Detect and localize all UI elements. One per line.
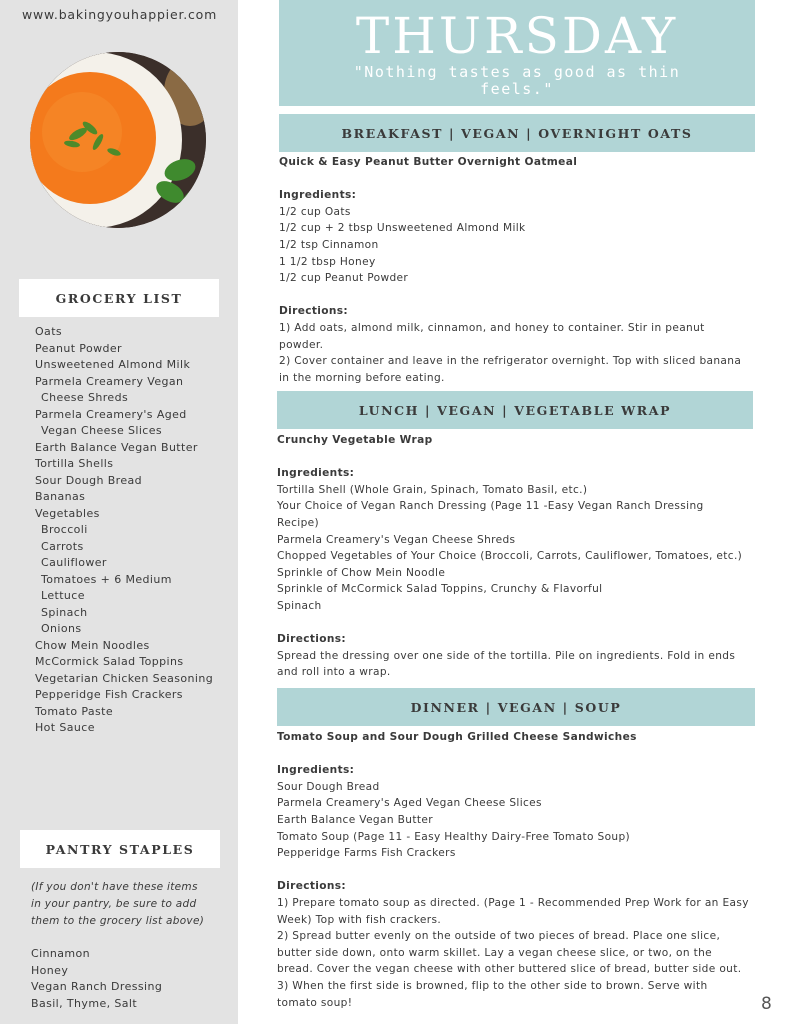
list-item: Hot Sauce: [35, 721, 95, 734]
ingredient-item: 1/2 cup Oats: [279, 205, 351, 218]
list-item: Unsweetened Almond Milk: [35, 358, 191, 371]
list-item: Chow Mein Noodles: [35, 638, 150, 652]
site-url[interactable]: www.bakingyouhappier.com: [22, 7, 218, 22]
day-header: [279, 0, 755, 106]
list-item: Vegetables: [35, 506, 100, 520]
directions-label: Directions:: [277, 633, 347, 646]
lunch-section-bar: LUNCH | VEGAN | VEGETABLE WRAP: [277, 391, 753, 429]
dinner-section-bar: DINNER | VEGAN | SOUP: [277, 688, 755, 726]
list-item: Honey: [31, 963, 69, 977]
ingredient-item: Tortilla Shell (Whole Grain, Spinach, Tomato Basil, etc.): [277, 483, 588, 496]
ingredient-item: Parmela Creamery's Aged Vegan Cheese Slices: [277, 797, 542, 810]
direction-step: 2) Spread butter evenly on the outside of two pieces of bread. Place one slice, butter side down, onto warm skillet. Lay a vegan cheese slice, or two, on the bread. Cover the vegan cheese with other buttered slice of bread, butter side out.: [277, 930, 742, 976]
ingredient-item: Sprinkle of McCormick Salad Toppins, Crunchy & Flavorful: [277, 583, 603, 596]
list-item: Tomatoes + 6 Medium: [41, 572, 172, 586]
ingredient-item: 1/2 cup + 2 tbsp Unsweetened Almond Milk: [279, 222, 526, 235]
ingredient-item: Pepperidge Farms Fish Crackers: [277, 847, 456, 860]
direction-step: 3) When the first side is browned, flip to the other side to brown. Serve with tomato soup!: [277, 979, 708, 1009]
list-item: Spinach: [41, 605, 88, 619]
direction-step: 1) Prepare tomato soup as directed. (Page 1 - Recommended Prep Work for an Easy Week) Top with fish crackers.: [277, 896, 749, 926]
ingredient-item: Your Choice of Vegan Ranch Dressing (Page 11 -Easy Vegan Ranch Dressing Recipe): [277, 500, 704, 529]
list-item: Tortilla Shells: [35, 457, 114, 470]
breakfast-section-bar: BREAKFAST | VEGAN | OVERNIGHT OATS: [279, 114, 755, 152]
list-item: Oats: [35, 325, 63, 338]
lunch-recipe: [277, 432, 749, 681]
ingredients-label: Ingredients:: [277, 764, 355, 777]
ingredient-item: 1/2 cup Peanut Powder: [279, 272, 409, 285]
pantry-list: [31, 946, 162, 1012]
dinner-recipe: [277, 729, 751, 1011]
directions-label: Directions:: [279, 305, 349, 318]
direction-step: 1) Add oats, almond milk, cinnamon, and honey to container. Stir in peanut powder.: [279, 321, 705, 351]
list-item: Vegan Cheese Slices: [41, 424, 163, 437]
list-item: McCormick Salad Toppins: [35, 655, 184, 668]
list-item: Cauliflower: [41, 556, 107, 569]
list-item: Carrots: [41, 539, 84, 553]
soup-photo: [30, 52, 206, 228]
list-item: Sour Dough Bread: [35, 473, 143, 487]
soup-bowl-image: [30, 52, 206, 228]
grocery-list-title: GROCERY LIST: [19, 279, 219, 317]
list-item: Cheese Shreds: [41, 391, 129, 404]
list-item: Bananas: [35, 490, 86, 503]
list-item: Earth Balance Vegan Butter: [35, 440, 198, 454]
list-item: Cinnamon: [31, 947, 91, 960]
list-item: Basil, Thyme, Salt: [31, 996, 138, 1010]
recipe-title: Tomato Soup and Sour Dough Grilled Cheese Sandwiches: [277, 731, 637, 743]
recipe-title: Crunchy Vegetable Wrap: [277, 434, 433, 446]
recipe-title: Quick & Easy Peanut Butter Overnight Oatmeal: [279, 156, 578, 168]
ingredient-item: Chopped Vegetables of Your Choice (Broccoli, Carrots, Cauliflower, Tomatoes, etc.): [277, 550, 743, 563]
list-item: Parmela Creamery's Aged: [35, 407, 187, 421]
list-item: Vegetarian Chicken Seasoning: [35, 671, 214, 685]
breakfast-recipe: [279, 154, 749, 386]
ingredient-item: Spinach: [277, 599, 322, 612]
list-item: Vegan Ranch Dressing: [31, 980, 163, 993]
directions-label: Directions:: [277, 880, 347, 893]
grocery-list: [35, 324, 213, 737]
sidebar: [0, 0, 238, 1024]
ingredient-item: Earth Balance Vegan Butter: [277, 813, 433, 826]
ingredient-item: Sprinkle of Chow Mein Noodle: [277, 566, 446, 579]
list-item: Peanut Powder: [35, 341, 122, 355]
list-item: Tomato Paste: [35, 704, 114, 718]
ingredient-item: Sour Dough Bread: [277, 780, 380, 793]
ingredient-item: 1/2 tsp Cinnamon: [279, 238, 379, 251]
direction-step: 2) Cover container and leave in the refrigerator overnight. Top with sliced banana in the morning before eating.: [279, 355, 742, 384]
list-item: Lettuce: [41, 589, 85, 602]
list-item: Broccoli: [41, 523, 88, 536]
pantry-note: (If you don't have these items in your pantry, be sure to add them to the grocery list above): [31, 881, 205, 927]
ingredients-label: Ingredients:: [277, 467, 355, 480]
list-item: Onions: [41, 622, 82, 635]
direction-step: Spread the dressing over one side of the tortilla. Pile on ingredients. Fold in ends and roll into a wrap.: [277, 649, 736, 679]
day-quote: "Nothing tastes as good as thin feels.": [353, 63, 681, 98]
page-number: 8: [761, 994, 772, 1014]
day-title: THURSDAY: [355, 7, 679, 65]
ingredient-item: Parmela Creamery's Vegan Cheese Shreds: [277, 533, 516, 546]
list-item: Parmela Creamery Vegan: [35, 374, 184, 388]
list-item: Pepperidge Fish Crackers: [35, 688, 183, 701]
pantry-staples-title: PANTRY STAPLES: [20, 830, 220, 868]
ingredient-item: 1 1/2 tbsp Honey: [279, 255, 376, 268]
ingredient-item: Tomato Soup (Page 11 - Easy Healthy Dairy-Free Tomato Soup): [277, 830, 631, 843]
ingredients-label: Ingredients:: [279, 189, 357, 202]
